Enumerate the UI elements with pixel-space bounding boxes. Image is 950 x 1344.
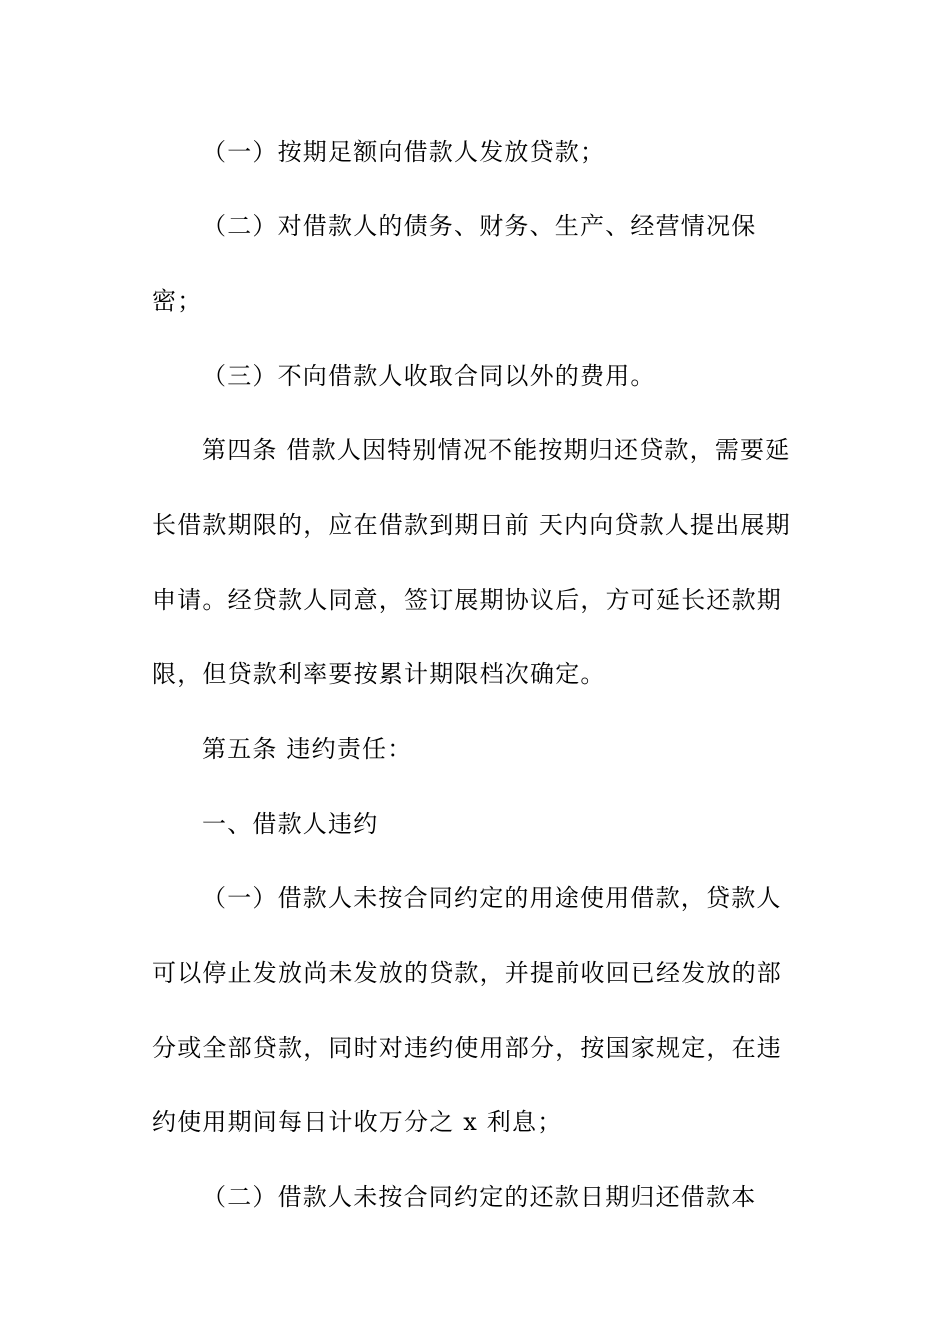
text-line: （一）按期足额向借款人发放贷款； [202,138,606,166]
text-line: 限，但贷款利率要按累计期限档次确定。 [152,660,606,688]
text-line: 约使用期间每日计收万分之 x 利息； [152,1108,563,1136]
text-line: 可以停止发放尚未发放的贷款，并提前收回已经发放的部 [152,959,782,987]
text-line: 申请。经贷款人同意，签订展期协议后，方可延长还款期 [152,586,782,614]
text-line: （三）不向借款人收取合同以外的费用。 [202,362,656,390]
text-line: 分或全部贷款，同时对违约使用部分，按国家规定，在违 [152,1034,782,1062]
text-line: 一、借款人违约 [202,810,379,838]
text-line: （二）借款人未按合同约定的还款日期归还借款本 [202,1183,757,1211]
text-line: （二）对借款人的债务、财务、生产、经营情况保 [202,212,757,240]
text-line: 密； [152,287,203,315]
text-line: 第四条 借款人因特别情况不能按期归还贷款，需要延 [202,436,791,464]
text-line: 长借款期限的，应在借款到期日前 天内向贷款人提出展期 [152,511,791,539]
text-line: （一）借款人未按合同约定的用途使用借款，贷款人 [202,884,782,912]
text-line: 第五条 违约责任： [202,735,413,763]
